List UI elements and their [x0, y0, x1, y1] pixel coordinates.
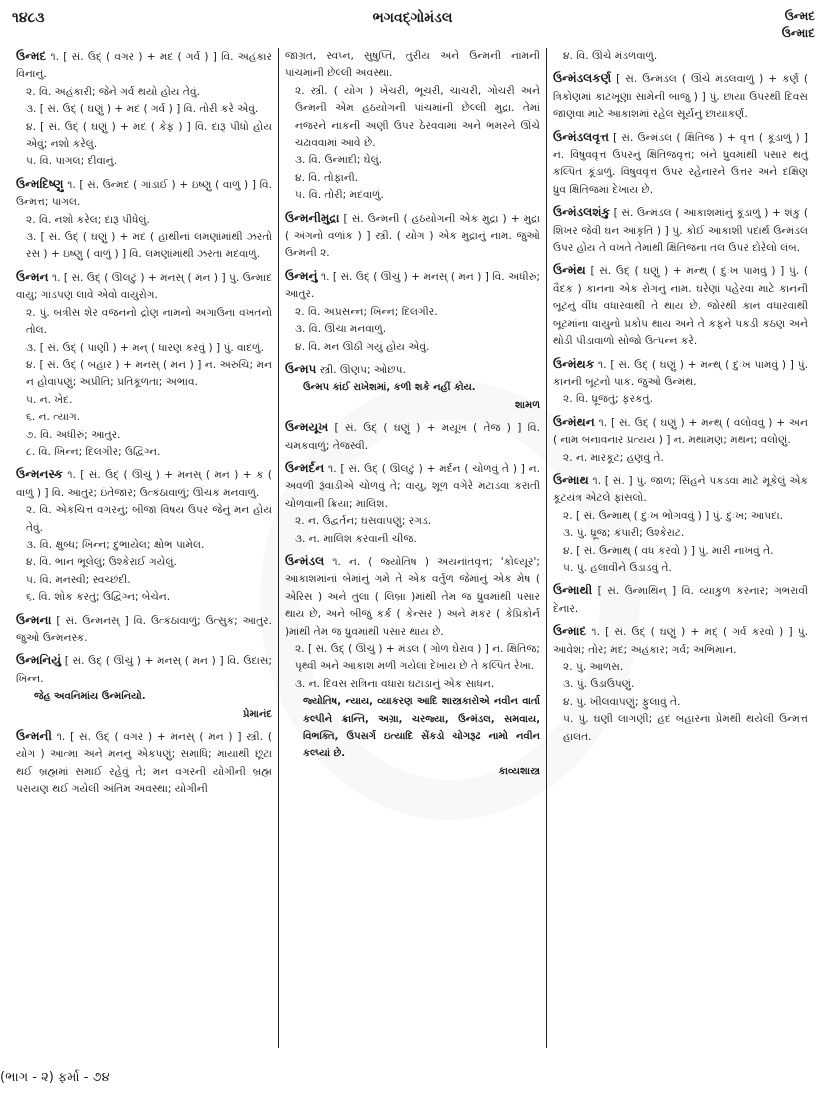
entry-definition: [ સં. ઉન્મનસ્ ] વિ. ઉત્કંઠાવાળું; ઉત્સુક; આતુર. જુઓ ઉન્મનસ્ક. — [16, 614, 272, 644]
dictionary-entry — [285, 361, 540, 414]
column-2 — [278, 48, 546, 1048]
entry-definition: ૧. [ સં. ઉદ્ ( ઊલટું ) + મનસ્ ( મન ) ] પું. ઉન્માદ વાયુ; ગાંડપણ લાવે એવો વાયુરોગ. — [16, 271, 273, 302]
running-title: ભગવદ્ગોમંડલ — [372, 10, 453, 26]
entry-headword: ઉન્માથ — [553, 472, 589, 487]
page-number: ૧૪૮૩ — [12, 10, 45, 26]
dictionary-entry — [285, 460, 540, 548]
entry-quotation: જેહ અવનિમાંય ઉન્મનિયો. — [34, 691, 146, 703]
entry-sense: ૨. ન. ઉદ્વર્તન; ઘસવાપણું; રગડ. — [295, 515, 432, 528]
entry-headword: ઉન્માદ — [553, 624, 587, 639]
quotation-source: પ્રેમાનંદ — [242, 708, 272, 720]
dictionary-entry — [285, 268, 540, 356]
entry-sense: ૩. ન. દિવસ રાત્રિના વધારા ઘટાડાનું એક સાધન. — [295, 677, 495, 690]
entry-sense: ૫. વિ. તોરી; મદવાળું. — [295, 189, 384, 202]
entry-headword: ઉન્મંથન — [553, 414, 595, 429]
entry-headword: ઉન્મયૂખ — [285, 420, 329, 435]
dictionary-entry — [553, 356, 808, 409]
entry-sense: ૩. ન. માલિશ કરવાની ચીજ. — [295, 532, 417, 545]
entry-sense: ૫. પું. ઘણી લાગણી; હદ બહારના પ્રેમથી થયેલી ઉન્મત્ત હાલત. — [563, 713, 808, 743]
entry-headword: ઉન્મપ — [285, 361, 317, 376]
entry-definition: જાગ્રત, સ્વપ્ન, સુષુપ્તિ, તુરીય અને ઉન્મની નામની પાંચમાંની છેલ્લી અવસ્થા. — [285, 50, 540, 80]
quotation-source: શામળ — [514, 399, 540, 411]
entry-headword: ઉન્મંથક — [553, 356, 595, 371]
guide-word-first: ઉન્મદ — [784, 9, 815, 23]
entry-definition: ૧. [ સં. ઉદ્ ( ઘણું ) + મન્થ્ ( વલોવવું ) + અન ( નામ બનાવનાર પ્રત્યય ) ] ન. મથામણ; મથન; વલોણું. — [553, 416, 808, 447]
entry-definition: ૧. [ સં. ઉન્મદ ( ગાંડાઈ ) + ઇષ્ણુ ( વાળું ) ] વિ. ઉન્મત્ત; પાગલ. — [16, 178, 272, 209]
entry-headword: ઉન્મંડલકર્ણ — [553, 71, 612, 86]
dictionary-entry — [16, 728, 272, 799]
dictionary-entry — [16, 652, 272, 723]
entry-definition: ૧. [ સં. ] પું. જાળ; સિંહને પકડવા માટે મૂકેલું એક કૂટયંત્ર એટલે ફાંસલો. — [553, 474, 808, 505]
entry-headword: ઉન્મની — [16, 729, 52, 744]
entry-headword: ઉન્મંડલશંકુ — [553, 205, 610, 220]
entry-sense: ૨. [ સં. ઉદ્ ( ઊંચું ) + મંડલ ( ગોળ ઘેરાવ ) ] ન. ક્ષિતિજ; પૃથ્વી અને આકાશ મળી ગયેલાં દેખાય છે તે કલ્પિત રેખા. — [295, 643, 540, 673]
entry-sense: ૪. વિ. તોફાની. — [295, 171, 359, 184]
entry-quotation: ઉન્મપ કાંઈ રાખેશમાં, કળી શકે નહીં કોય. — [303, 382, 476, 394]
column-3 — [546, 48, 814, 1048]
entry-sense: ૨. વિ. અહંકારી; જેને ગર્વ થયો હોય તેવું. — [26, 85, 200, 98]
dictionary-entry — [16, 466, 272, 606]
entry-headword: ઉન્મદ — [16, 49, 47, 63]
entry-sense: ૭. વિ. અધીરું; આતુર. — [26, 428, 121, 441]
entry-sense: ૩. વિ. ક્ષુબ્ધ; ખિન્ન; દુભાયેલ; ક્ષોભ પામેલ. — [26, 538, 205, 551]
dictionary-entry — [553, 48, 808, 65]
entry-sense: ૪. વિ. મન ઊઠી ગયું હોય એવું. — [295, 340, 430, 353]
dictionary-columns — [10, 48, 818, 1048]
dictionary-entry — [553, 204, 808, 257]
entry-definition: [ સં. ઉદ્ ( ઘણું ) + મન્થ્ ( દુઃખ પામવું ) ] પું. ( વૈદક ) કાનના એક રોગનું નામ. ઘરેણાં પહેરવા માટે કાનની બૂટનું વીંધ વધારવાથી તે થાય છે. જોરથી કાન વધારવાથી બૂટમાંના વાયુનો પ્રકોપ થાય અને તે કફને પકડી કઠણ અને થોડી પીડાવાળો સોજો ઉત્પન્ન કરે. — [553, 265, 808, 348]
entry-definition: [ સં. ઉન્માથિન્ ] વિ. વ્યાકુળ કરનાર; ગભરાવી દેનાર. — [553, 585, 808, 615]
entry-sense: ૩. [ સં. ઉદ્ ( ઘણું ) + મદ ( ગર્વ ) ] વિ. તોરી કરે એવું. — [26, 103, 259, 116]
entry-sense: ૪. વિ. ઊંચે મંડળવાળું. — [563, 50, 658, 62]
entry-definition: સ્ત્રી. ઊણપ; ઓછપ. — [319, 363, 406, 376]
entry-headword: ઉન્મનીમુદ્રા — [285, 210, 340, 225]
entry-headword: ઉન્મંડલવૃત્ત — [553, 129, 609, 144]
entry-sense: ૪. વિ. ભાન ભૂલેલું; ઉશ્કેરાઈ ગયેલું. — [26, 556, 177, 569]
entry-sense: ૬. ન. ત્યાગ. — [26, 411, 81, 424]
dictionary-entry — [285, 210, 540, 263]
entry-sense: ૨. ન. મારકૂટ; હણવું તે. — [563, 451, 664, 464]
entry-headword: ઉન્મદિષ્ણુ — [16, 176, 64, 191]
guide-word-last: ઉન્માદ — [781, 26, 815, 40]
dictionary-entry — [16, 48, 272, 171]
entry-headword: ઉન્મના — [16, 612, 52, 627]
entry-headword: ઉન્મનિયું — [16, 653, 62, 668]
entry-sense: ૩. [ સં. ઉદ્ ( પાણી ) + મન્ ( ધારણ કરવું ) ] પું. વાદળું. — [26, 341, 264, 354]
dictionary-entry — [16, 176, 272, 264]
entry-definition: [ સં. ઉન્મંડલ ( આકાશમાંનું કૂંડાળું ) + શંકુ ( શિખર જેવી ઘન આકૃતિ ) ] પું. કોઈ આકાશી પદાર્થ ઉન્મંડલ ઉપર હોય તે વખતે તેમાંથી ક્ષિતિજના તલ ઉપર દોરેલો લંબ. — [553, 207, 808, 255]
dictionary-entry — [285, 48, 540, 205]
entry-definition: [ સં. ઉન્મની ( હઠયોગની એક મુદ્રા ) + મુદ્રા ( અંગનો વળાંક ) ] સ્ત્રી. ( યોગ ) એક મુદ્રાનું નામ. જુઓ ઉન્મની ૨. — [285, 212, 540, 260]
entry-sense: ૫. ન. ખેદ. — [26, 393, 73, 406]
entry-sense: ૩. વિ. ઉન્માદી; ઘેલું. — [295, 154, 383, 167]
entry-definition: [ સં. ઉદ્ ( ઊંચું ) + મનસ્ ( મન ) ] વિ. ઉદાસ; ખિન્ન. — [16, 655, 272, 685]
entry-definition: ૧. [ સં. ઉદ્ ( વગર ) + મનસ્ ( મન ) ] સ્ત્રી. ( યોગ ) આત્મા અને મનનું એકપણું; સમાધિ; માયાથી છૂટા થઈ બ્રહ્મમાં સમાઈ રહેવું તે; મન વગરની યોગીની બ્રહ્મ પરાયણ થઈ ગયેલી અંતિમ અવસ્થા; યોગીની — [16, 731, 272, 796]
entry-definition: ૧. [ સં. ઉદ્ ( ઘણું ) + મન્થ્ ( દુઃખ પામવું ) ] પું. કાનની બૂટનો પાક. જુઓ ઉન્મંથ. — [553, 358, 808, 388]
entry-sense: ૫. વિ. પાગલ; દીવાનું. — [26, 155, 117, 168]
dictionary-entry — [553, 623, 808, 746]
dictionary-entry — [285, 419, 540, 455]
entry-sense: ૩. પું. ધ્રૂજ; કંપારી; ઉશ્કેરાટ. — [563, 527, 685, 540]
entry-sense: ૬. વિ. શોક કરતું; ઉદ્વિગ્ન; બેચેન. — [26, 591, 171, 604]
entry-sense: ૩. પું. ઉડાઉપણું. — [563, 678, 635, 691]
entry-definition: ૧. [ સં. ઉદ્ ( વગર ) + મદ ( ગર્વ ) ] વિ. અહંકાર વિનાનું. — [16, 51, 272, 81]
entry-definition: ૧. [ સં. ઉદ્ ( ઊલટું ) + મર્દન ( ચોળવું તે ) ] ન. અવળી રૂંવાડીએ ચોળવું તે; વાયુ, શૂળ વગેરે મટાડવા કરાતી ચોળવાની ક્રિયા; માલિશ. — [285, 462, 541, 510]
entry-sense: ૨. વિ. નશો કરેલ; દારૂ પીધેલું. — [26, 213, 150, 226]
dictionary-entry — [16, 612, 272, 648]
entry-sense: ૨. પું. બત્રીસ શેર વજનનો દ્રોણ નામનો અગાઉના વખતનો તોલ. — [26, 306, 272, 337]
entry-sense: ૨. પું. આળસ. — [563, 661, 624, 673]
entry-headword: ઉન્મંડલ — [285, 553, 325, 568]
dictionary-entry — [553, 262, 808, 350]
entry-quotation: જ્યોતિષ, ન્યાય, વ્યાકરણ આદિ શાસ્ત્રકારોએ નવીન વાર્તા કલ્પીને ક્રાન્તિ, અગ્રા, ચરજ્યા, ઉન્મંડલ, સમવાય, વિભક્તિ, ઉપસર્ગ ઇત્યાદિ સેંકડો ચોગરૂઢ નામો નવીન કલ્પ્યાં છે. — [303, 696, 540, 760]
dictionary-entry — [553, 414, 808, 467]
dictionary-entry — [553, 70, 808, 123]
dictionary-entry — [285, 553, 540, 780]
entry-headword: ઉન્મર્દન — [285, 460, 325, 475]
dictionary-entry — [16, 269, 272, 461]
entry-sense: ૨. વિ. એકચિત્ત વગરનું; બીજા વિષય ઉપર જેનું મન હોય તેવું. — [26, 504, 272, 534]
entry-sense: ૪. [ સં. ઉદ્ ( ઘણું ) + મદ ( કેફ ) ] વિ. દારૂ પીધો હોય એવું; નશો કરેલું. — [26, 120, 272, 151]
entry-sense: ૨. વિ. અપ્રસન્ન; ખિન્ન; દિલગીર. — [295, 305, 438, 318]
dictionary-entry — [553, 472, 808, 577]
entry-sense: ૪. પું. ખીલવાપણું; ફુલાવું તે. — [563, 695, 681, 708]
entry-definition: [ સં. ઉન્મંડલ ( ક્ષિતિજ ) + વૃત્ત ( કૂંડાળું ) ] ન. વિષુવવૃત્ત ઉપરનું ક્ષિતિજવૃત્ત; બંને ધ્રુવમાંથી પસાર થતું કલ્પિત કૂંડાળું. વિષુવવૃત્ત ઉપર રહેનારને ઉત્તર અને દક્ષિણ ધ્રુવ ક્ષિતિજમાં દેખાય છે. — [553, 131, 809, 196]
entry-sense: ૫. પું. હલાવીને ઉડાડવું તે. — [563, 561, 672, 574]
entry-sense: ૨. [ સં. ઉન્માથ્ ( દુઃખ ભોગવવું ) ] પું. દુઃખ; આપદા. — [563, 509, 784, 522]
entry-sense: ૨. સ્ત્રી. ( યોગ ) ખેચરી, ભૂચરી, ચાચરી, ગોચરી અને ઉન્મની એમ હઠયોગની પાંચમાંની છેલ્લી મુદ્રા. તેમાં નજરને નાકની અણી ઉપર ઠેરવવામાં અને ભમરને ઊંચે ચઢાવવામાં આવે છે. — [295, 84, 540, 150]
entry-definition: ૧. [ સં. ઉદ્ ( ઘણું ) + મદ્ ( ગર્વ કરવો ) ] પું. આવેશ; તોર; મદ; અહંકાર; ગર્વ; અભિમાન. — [553, 626, 808, 656]
entry-headword: ઉન્મનું — [285, 268, 318, 283]
entry-definition: [ સં. ઉન્મંડલ ( ઊંચે મંડલવાળું ) + કર્ણ ( ત્રિકોણમાં કાટખૂણા સામેની બાજુ ) ] પું. છાયા ઉપરથી દિવસ જાણવા માટે આકાશમાં રહેલ સૂર્યનું છાયાકર્ણ. — [553, 73, 808, 121]
entry-headword: ઉન્માથી — [553, 583, 593, 598]
entry-definition: [ સં. ઉદ્ ( ઘણું ) + મયૂખ ( તેજ ) ] વિ. ચમકવાળું; તેજસ્વી. — [285, 422, 540, 452]
entry-definition: ૧. [ સં. ઉદ્ ( ઊંચું ) + મનસ્ ( મન ) ] વિ. અધીરું; આતુર. — [285, 270, 540, 301]
entry-sense: ૨. વિ. ધ્રૂજતું; ફરકતું. — [563, 393, 653, 406]
entry-sense: ૫. વિ. મનસ્વી; સ્વચ્છંદી. — [26, 573, 131, 586]
guide-words — [782, 8, 815, 42]
entry-headword: ઉન્મનસ્ક — [16, 467, 63, 482]
entry-headword: ઉન્મંથ — [553, 263, 586, 278]
column-1 — [10, 48, 278, 1048]
footer-signature: (ભાગ - ૨) ફર્મા - ૭૪ — [0, 1070, 110, 1085]
entry-sense: ૪. [ સં. ઉન્માથ્ ( વધ કરવો ) ] પું. મારી નાખવું તે. — [563, 544, 774, 557]
entry-definition: ૧. ન. ( જ્યોતિષ ) અયનાંતવૃત્ત; 'કોલ્યૂર'; આકાશમાંનાં બેમાંનું ગમે તે એક વર્તુળ જેમાંનું એક મેષ ( એરિસ ) અને તુલા ( લિબ્રા )માંથી તેમ જ ધ્રુવમાંથી પસાર થાય છે, અને બીજું કર્ક ( કેન્સર ) અને મકર ( કેપ્રિકોર્ન )માંથી તેમ જ ધ્રુવમાંથી પસાર થાય છે. — [285, 555, 540, 638]
quotation-source: કાવ્યશાસ્ત્ર — [498, 765, 540, 777]
entry-sense: ૮. વિ. ખિન્ન; દિલગીર; ઉદ્વિગ્ન. — [26, 445, 161, 458]
entry-sense: ૩. [ સં. ઉદ્ ( ઘણું ) + મદ ( હાથીનાં લમણાંમાંથી ઝરતો રસ ) + ઇષ્ણુ ( વાળું ) ] વિ. લમણાંમાંથી ઝરતા મદવાળું. — [26, 231, 272, 261]
entry-sense: ૪. [ સં. ઉદ્ ( બહાર ) + મનસ્ ( મન ) ] ન. અરુચિ; મન ન હોવાપણું; અપ્રીતિ; પ્રતિકૂળતા; અભાવ. — [26, 358, 272, 389]
dictionary-entry — [553, 129, 808, 200]
entry-sense: ૩. વિ. ઊંચા મનવાળું. — [295, 323, 387, 336]
page-header — [0, 6, 825, 46]
entry-definition: ૧. [ સં. ઉદ્ ( ઊંચું ) + મનસ્ ( મન ) + ક ( વાળું ) ] વિ. આતુર; ઇંતેજાર; ઉત્કંઠાવાળું; ઊંચક મનવાળું. — [16, 469, 272, 499]
entry-headword: ઉન્મન — [16, 269, 49, 284]
dictionary-entry — [553, 582, 808, 618]
